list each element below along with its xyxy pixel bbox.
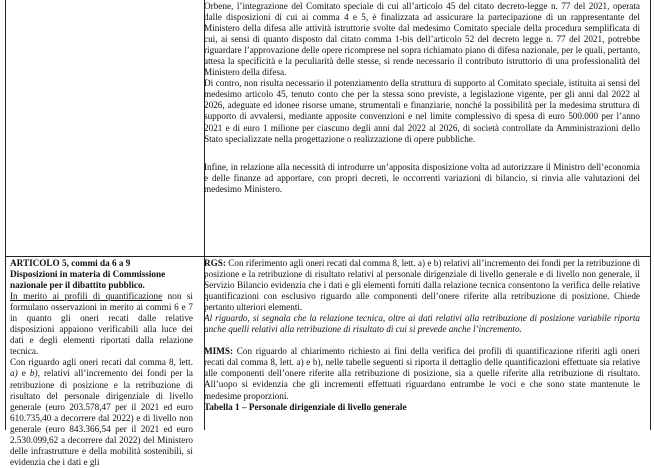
- oneri-lett-b: b),: [29, 368, 40, 379]
- article-subheading: Disposizioni in materia di Commissione nazionale per il dibattito pubblico.: [10, 269, 166, 291]
- paragraph-mims: [204, 346, 640, 401]
- government-response-continued: [204, 1, 640, 195]
- oneri-text-mid: e: [17, 368, 30, 379]
- paragraph-quantificazione: [10, 291, 193, 357]
- paragraph-oneri-comma-8: [10, 357, 193, 467]
- mims-label: MIMS:: [204, 346, 234, 357]
- government-response-article-5: [204, 258, 640, 413]
- quantificazione-label: In merito ai profili di quantificazione: [10, 291, 163, 302]
- quantificazione-text: non si formulano osservazioni in merito ai commi 6 e 7 in quanto gli oneri recati dalle relative disposizioni appaiono verificabili alla luce dei dati e degli elementi riportati dalla relazione tecnica.: [10, 291, 193, 357]
- row-divider: [6, 256, 650, 257]
- paragraph-struttura-supporto: Di contro, non risulta necessario il potenziamento della struttura di supporto al Comitato speciale, istituita ai sensi del medesimo articolo 45, tenuto conto che per la stessa sono previste, a legislazione vigente, per gli anni dal 2022 al 2026, adeguate ed idonee risorse umane, strumentali e finanziarie, nonché la possibilità per la medesima struttura di supporto di avvalersi, mediante apposite convenzioni e nel limite complessivo di spesa di euro 500.000 per l’anno 2021 e di euro 1 milione per ciascuno degli anni dal 2022 al 2026, di società controllate da Amministrazioni dello Stato specializzate nella progettazione o realizzazione di opere pubbliche.: [204, 78, 640, 144]
- service-observations-article-5: [10, 258, 193, 468]
- rgs-label: RGS:: [204, 258, 226, 268]
- table-1-title: Tabella 1 – Personale dirigenziale di livello generale: [204, 401, 407, 412]
- rgs-text: Con riferimento agli oneri recati dal comma 8, lett. a) e b) relativi all’incremento dei fondi per la retribuzione di posizione e la retribuzione di risultato relativi al personale dirigenziale di livello generale e di livello non generale, il Servizio Bilancio evidenzia che i dati e gli elementi forniti dalla relazione tecnica consentono la verifica delle relative quantificazioni con esclusivo riguardo alle componenti dell’onere riferite alla retribuzione di posizione. Chiede pertanto ulteriori elementi.: [204, 258, 640, 313]
- oneri-lett-a: a): [10, 368, 18, 379]
- paragraph-rgs: [204, 258, 640, 313]
- paragraph-rgs-note: Al riguardo, si segnala che la relazione tecnica, oltre ai dati relativi alla retribuzione di posizione variabile riporta anche quelli relativi alla retribuzione di risultato di cui si prevede anche l’incremento.: [204, 313, 640, 335]
- article-heading: ARTICOLO 5, commi da 6 a 9: [10, 258, 131, 268]
- paragraph-comitato-speciale: Orbene, l’integrazione del Comitato speciale di cui all’articolo 45 del citato decreto-legge n. 77 del 2021, operata dalle disposizioni di cui ai comma 4 e 5, è finalizzata ad assicurare la partecipazione di un rappresentante del Ministero della difesa alle attività istruttorie svolte dal medesimo Comitato speciale della procedura semplificata di cui, ai sensi di quanto disposto dal citato comma 1-bis dell’articolo 52 del decreto legge n. 77 del 2021, potrebbe riguardare l’approvazione delle opere ricomprese nel sopra richiamato piano di difesa nazionale, per le quali, pertanto, attesa la specificità e la peculiarità delle stesse, si rende necessario il contributo istruttorio di una professionalità del Ministero della difesa.: [204, 1, 640, 78]
- oneri-text-rest: relativi all’incremento dei fondi per la retribuzione di posizione e la retribuzione di risultato del personale dirigenziale di livello generale (euro 203.578,47 per il 2021 ed euro 610.735,40 a decorrere dal 2022) e di livello non generale (euro 843.366,54 per il 2021 ed euro 2.530.099,62 a decorrere dal 2022) del Ministero delle infrastrutture e della mobilità sostenibili, si evidenzia che i dati e gli: [10, 368, 193, 467]
- paragraph-variazioni-bilancio: Infine, in relazione alla necessità di introdurre un’apposita disposizione volta ad autorizzare il Ministro dell’economia e delle finanze ad apportare, con propri decreti, le occorrenti variazioni di bilancio, si rinvia alle valutazioni del medesimo Ministero.: [204, 161, 640, 194]
- oneri-text-start: Con riguardo agli oneri recati dal comma 8, lett.: [10, 357, 193, 368]
- mims-text: Con riguardo al chiarimento richiesto ai fini della verifica dei profili di quantificazione riferiti agli oneri recati dal comma 8, lett. a) e b), nelle tabelle seguenti si riporta il dettaglio delle quantificazioni effettuate sia relative alle componenti dell’onere riferite alla retribuzione di posizione, sia a quelle riferite alla retribuzione di risultato. All’uopo si evidenzia che gli incrementi effettuati riguardano entrambe le voci e che sono state mantenute le medesime proporzioni.: [204, 346, 640, 401]
